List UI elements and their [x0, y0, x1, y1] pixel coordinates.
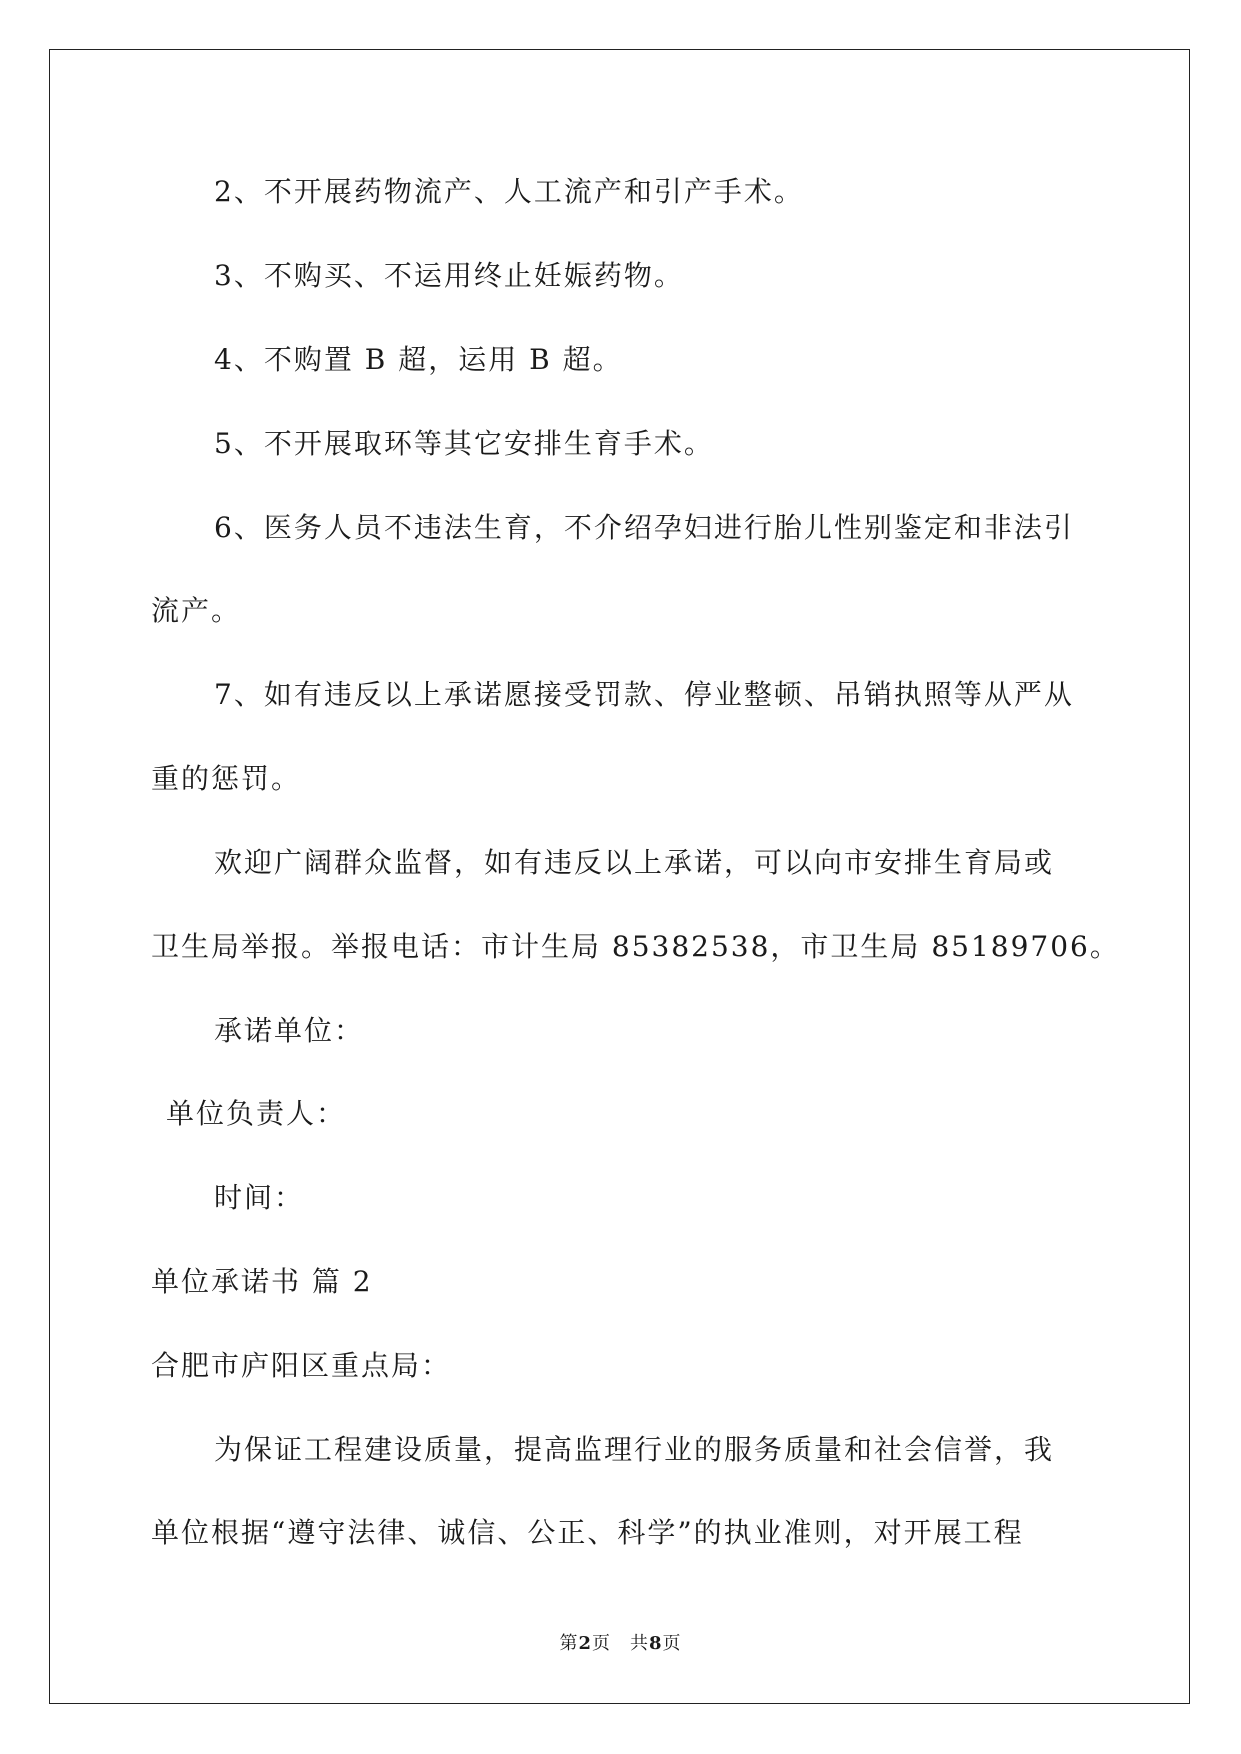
addressee-line: 合肥市庐阳区重点局： [151, 1349, 452, 1382]
section-heading: 单位承诺书 篇 2 [151, 1265, 373, 1298]
item-5-line: 5、不开展取环等其它安排生育手术。 [214, 427, 714, 460]
page-footer [0, 1632, 1241, 1656]
supervision-paragraph-line-2: 卫生局举报。举报电话：市计生局 85382538，市卫生局 85189706。 [151, 930, 1120, 963]
footer-page-suffix: 页 [662, 1633, 682, 1654]
item-2-line: 2、不开展药物流产、人工流产和引产手术。 [214, 175, 804, 208]
item-6-line: 6、医务人员不违法生育，不介绍孕妇进行胎儿性别鉴定和非法引 [214, 511, 1074, 544]
committing-unit-label: 承诺单位： [214, 1014, 365, 1047]
body-paragraph-line-1: 为保证工程建设质量，提高监理行业的服务质量和社会信誉，我 [214, 1433, 1055, 1466]
item-4-line: 4、不购置 B 超，运用 B 超。 [214, 343, 623, 376]
item-3-line: 3、不购买、不运用终止妊娠药物。 [214, 259, 684, 292]
date-label: 时间： [214, 1181, 305, 1214]
footer-page-mid: 页 共 [592, 1633, 649, 1654]
item-7-line: 7、如有违反以上承诺愿接受罚款、停业整顿、吊销执照等从严从 [214, 678, 1074, 711]
item-6-continuation: 流产。 [151, 594, 242, 627]
footer-total-pages: 8 [649, 1633, 663, 1654]
supervision-paragraph-line-1: 欢迎广阔群众监督，如有违反以上承诺，可以向市安排生育局或 [214, 846, 1055, 879]
footer-current-page: 2 [578, 1633, 592, 1654]
item-7-continuation: 重的惩罚。 [151, 762, 302, 795]
unit-head-label: 单位负责人： [166, 1097, 347, 1130]
footer-page-prefix: 第 [559, 1633, 579, 1654]
body-paragraph-line-2: 单位根据“遵守法律、诚信、公正、科学”的执业准则，对开展工程 [151, 1516, 1024, 1549]
